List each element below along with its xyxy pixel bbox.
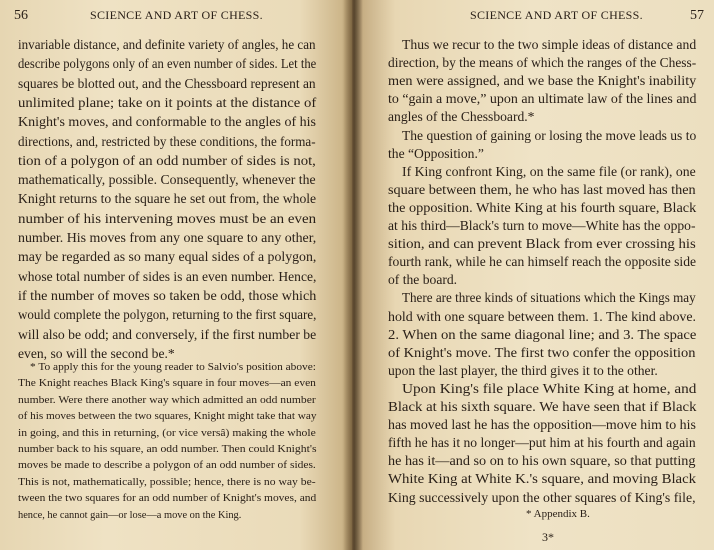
- right-page: [352, 0, 714, 550]
- right-page-number: 57: [690, 8, 704, 23]
- body-line: fifth he has it no longer—put him at his fourth and again: [388, 435, 696, 451]
- left-page: [0, 0, 352, 550]
- footnote-line: of his moves between the two squares, Knight might take that way: [18, 411, 317, 423]
- body-line: has moved last he has the opposition—move him to his: [388, 417, 696, 433]
- body-line: if the number of moves so taken be odd, those which: [18, 287, 317, 303]
- body-line: angles of the Chessboard.*: [388, 109, 535, 125]
- body-line: 2. When on the same diagonal line; and 3. The space: [388, 326, 697, 342]
- body-line: Thus we recur to the two simple ideas of distance and: [402, 37, 697, 52]
- body-line: the “Opposition.”: [388, 145, 484, 161]
- footnote-line: moves be made to describe a polygon of an odd number of sides.: [18, 460, 316, 472]
- body-line: squares be blotted out, and the Chessboard represent an: [18, 75, 316, 91]
- body-line: directions, and, restricted by these conditions, the forma-: [18, 133, 316, 149]
- body-line: Black at his sixth square. We have seen that if Black: [388, 399, 697, 414]
- body-line: There are three kinds of situations which the Kings may: [402, 290, 696, 306]
- body-line: he has it—and so on to his own square, so that putting: [388, 453, 696, 469]
- footnote-line: in going, and this in returning, (or vice versâ) making the whole: [18, 427, 316, 439]
- footnote-line: number back to his square, an odd number. Then could Knight's: [18, 444, 317, 455]
- body-line: The question of gaining or losing the move leads us to: [402, 127, 697, 143]
- body-line: Knight's moves, and conformable to the angles of his: [18, 114, 316, 130]
- body-line: fourth rank, while he can himself reach the opposite side: [388, 254, 697, 270]
- body-line: will also be odd; and conversely, if the first number be: [18, 326, 317, 342]
- body-line: tion of a polygon of an odd number of sides is not,: [18, 152, 316, 168]
- body-line: men were assigned, and we base the Knight's inability: [388, 73, 697, 89]
- body-line: hold with one square between them. 1. The kind above.: [388, 308, 697, 324]
- right-footnote-marker: * Appendix B.: [526, 508, 590, 520]
- body-line: upon the last player, the third gives it to the other.: [388, 362, 658, 378]
- body-line: mathematically, possible. Consequently, whenever the: [18, 172, 316, 188]
- body-line: King successively upon the other squares of King's file,: [388, 489, 696, 505]
- body-line: White King at White K.'s square, and moving Black: [388, 471, 697, 487]
- body-line: to “gain a move,” upon an ultimate law of the lines and: [388, 91, 697, 107]
- footnote-line: The Knight reaches Black King's square in four moves—an even: [18, 378, 316, 390]
- body-line: unlimited plane; take on it points at the distance of: [18, 94, 317, 110]
- right-running-head: SCIENCE AND ART OF CHESS.: [470, 8, 643, 22]
- left-page-number: 56: [14, 8, 28, 23]
- body-line: of the board.: [388, 272, 458, 288]
- footnote-line: * To apply this for the young reader to Salvio's position above:: [30, 362, 316, 373]
- left-running-head: SCIENCE AND ART OF CHESS.: [90, 8, 263, 22]
- body-line: would complete the polygon, returning to the first square,: [18, 307, 317, 323]
- signature-mark: 3*: [542, 530, 554, 544]
- body-line: Upon King's file place White King at home, and: [402, 380, 697, 396]
- body-line: describe polygons only of an even number of sides. Let the: [18, 56, 317, 72]
- book-gutter: [343, 0, 363, 550]
- footnote-line: tween the two squares for an odd number of Knight's moves, and: [18, 493, 317, 505]
- body-line: whose total number of sides is an even number. Hence,: [18, 268, 317, 284]
- body-line: Knight returns to the square he set out from, the whole: [18, 191, 317, 207]
- body-line: invariable distance, and definite variety of angles, he can: [18, 37, 316, 52]
- body-line: the opposition. White King at his fourth square, Black: [388, 199, 697, 215]
- body-line: number of his intervening moves must be an even: [18, 210, 317, 226]
- body-line: square between them, he who has last moved has then: [388, 181, 696, 197]
- footnote-line: hence, he cannot gain—or lose—a move on the King.: [18, 509, 242, 521]
- footnote-line: This is not, mathematically, possible; hence, there is no way be-: [18, 476, 316, 488]
- body-line: If King confront King, on the same file (or rank), one: [402, 163, 696, 179]
- body-line: sition, and can prevent Black from ever crossing his: [388, 236, 696, 252]
- footnote-line: number. Were there another way which admitted an odd number: [18, 394, 316, 406]
- body-line: at his third—Black's turn to move—White has the oppo-: [388, 218, 696, 233]
- body-line: may be regarded as so many equal sides of a polygon,: [18, 249, 317, 265]
- body-line: of Knight's move. The first two confer the opposition: [388, 344, 696, 360]
- body-line: number. His moves from any one square to any other,: [18, 230, 317, 245]
- body-line: direction, by the means of which the ranges of the Chess-: [388, 55, 697, 71]
- body-line: even, so will the second be.*: [18, 345, 175, 361]
